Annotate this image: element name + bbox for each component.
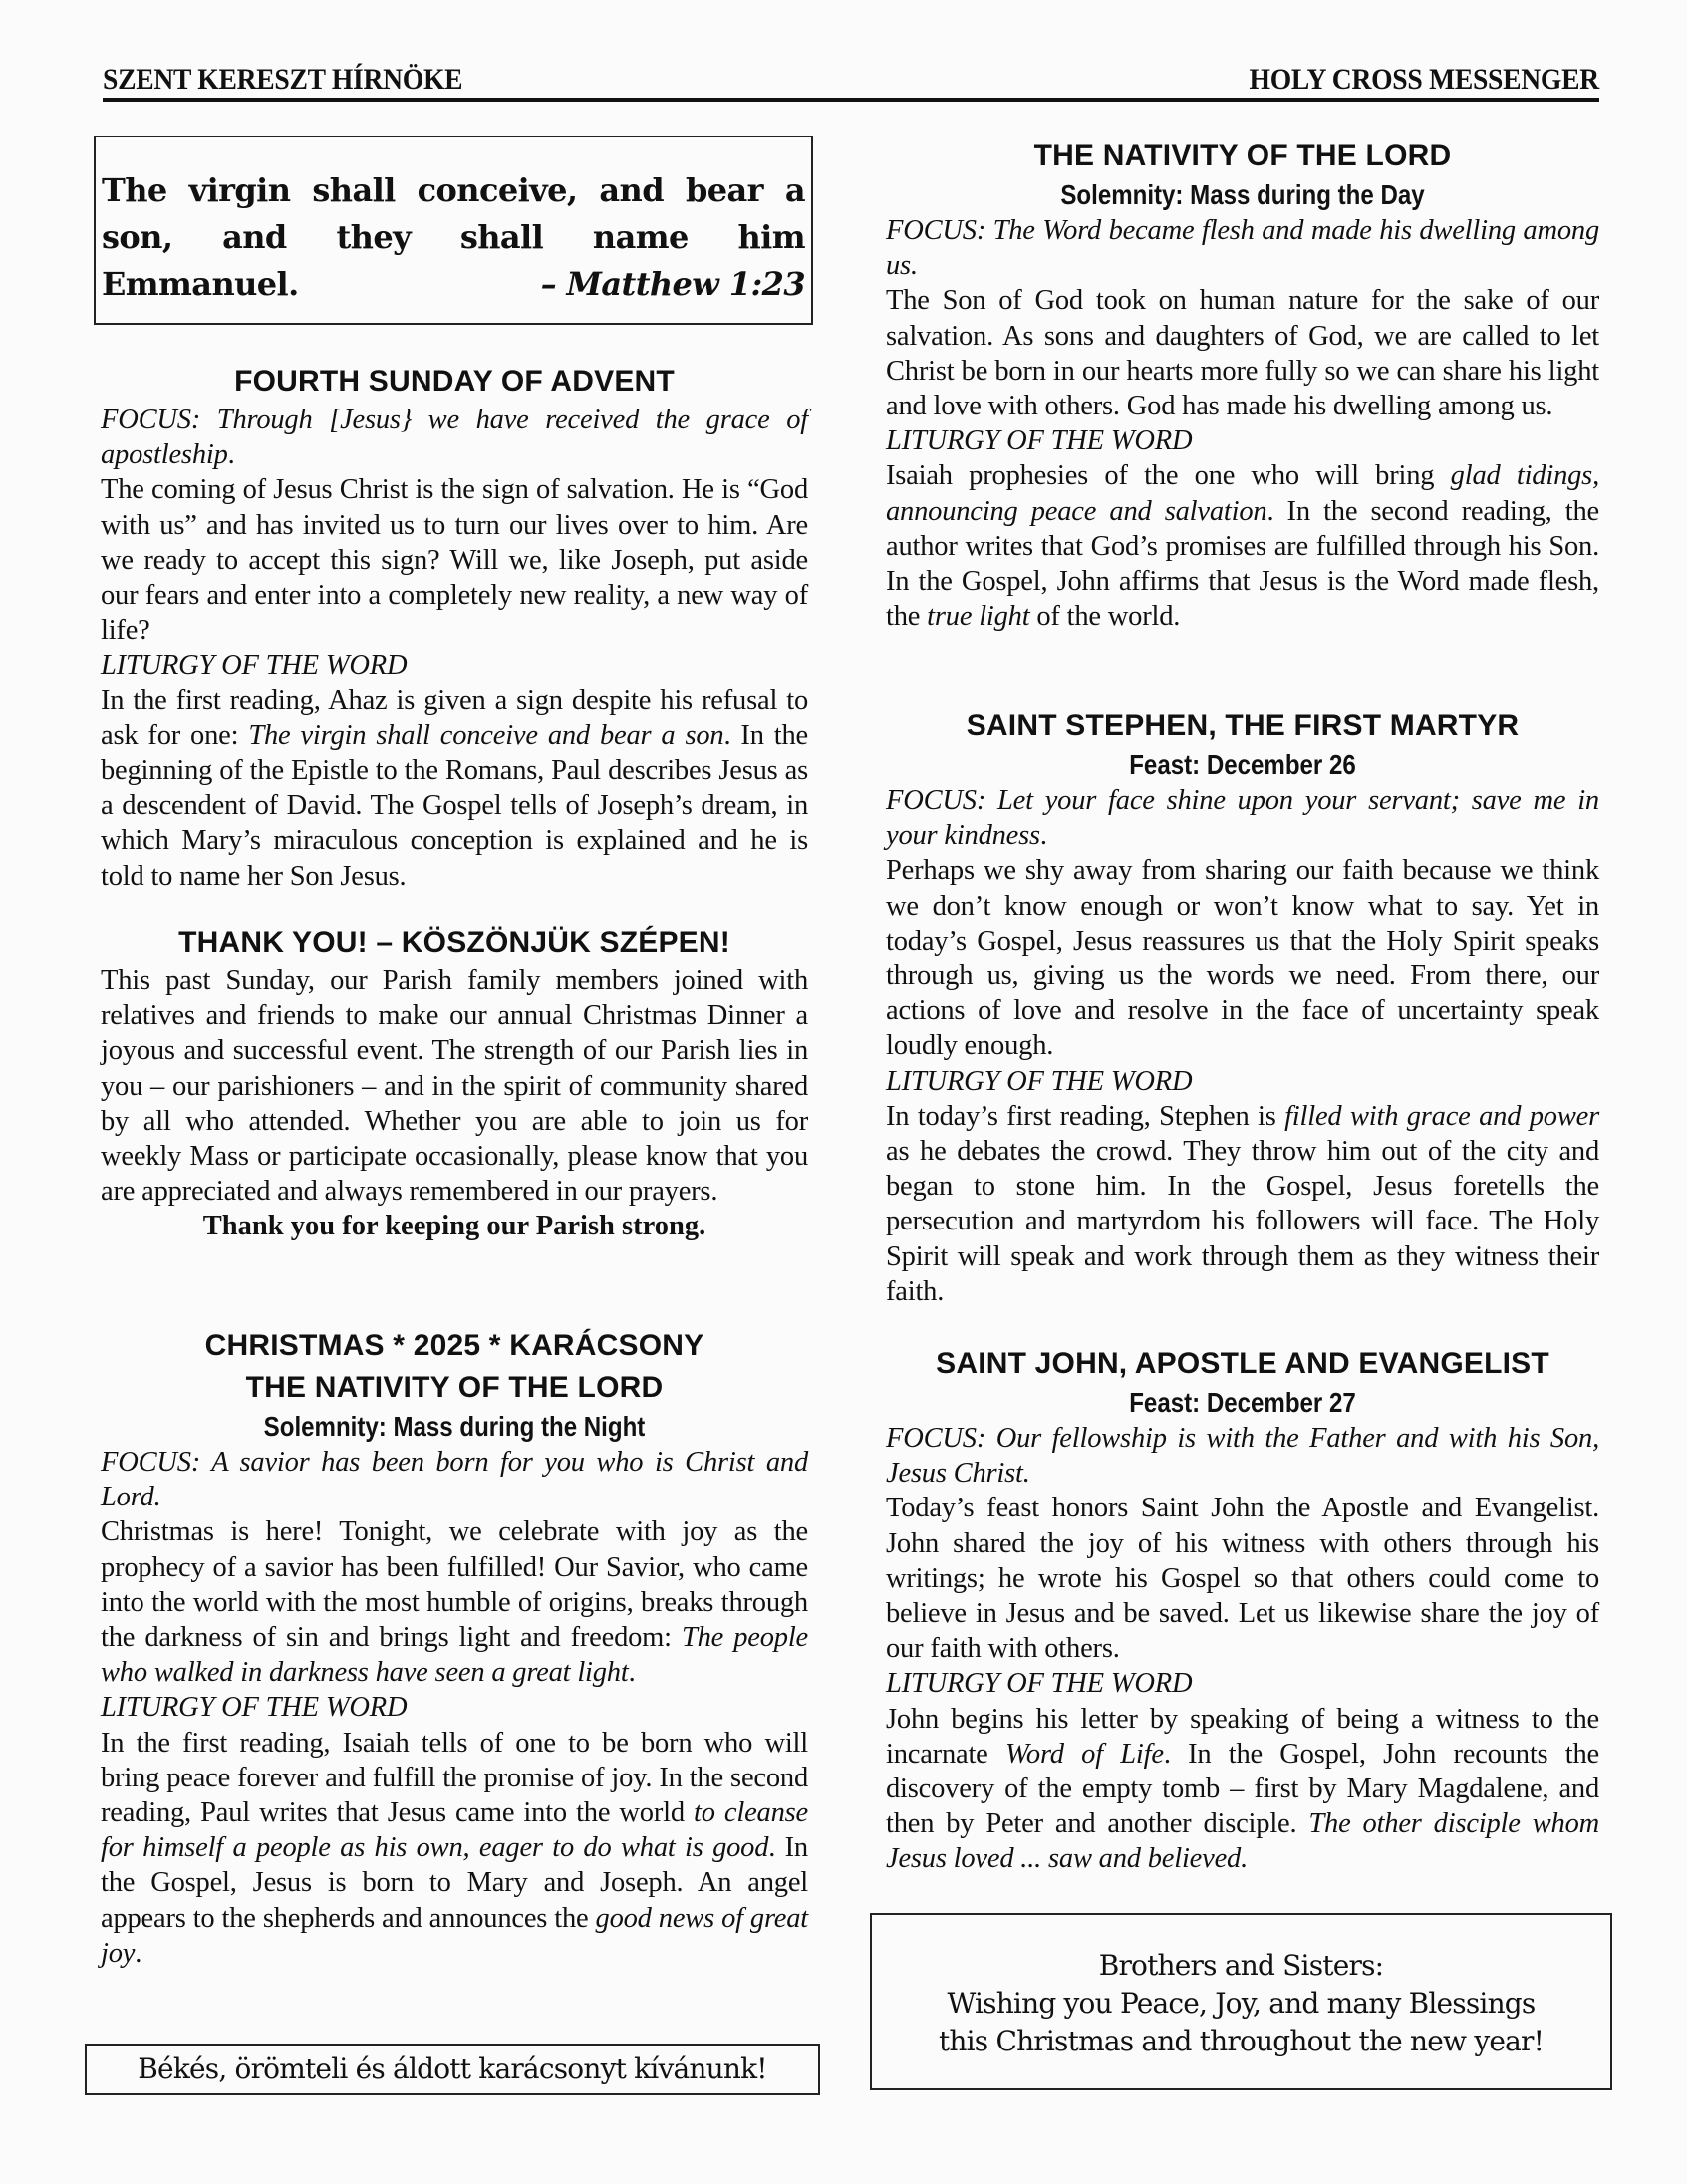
article-christmas-day xyxy=(886,136,1599,634)
hungarian-greeting-box xyxy=(85,2044,820,2095)
article-subheading: Feast: December 26 xyxy=(1129,749,1356,780)
article-body xyxy=(101,472,808,648)
text-run: John begins his letter by speaking of being a witness to the incarnate xyxy=(886,1703,1599,1770)
focus-text xyxy=(101,403,808,472)
focus-text xyxy=(886,213,1599,283)
text-run: The coming of Jesus Christ is the sign of salvation. He is “God with us” and has invited us to turn our lives over to him. Are we ready to accept this sign? Will we, like Joseph, put aside our fears and enter into a completely new reality, a new way of life? xyxy=(101,474,808,647)
scripture-quote-text: The virgin shall conceive, and bear a son, and they shall name him xyxy=(102,171,805,256)
liturgy-body xyxy=(101,683,808,894)
italic-text-run: FOCUS: Our fellowship is with the Father and with his Son, Jesus Christ. xyxy=(886,1423,1599,1490)
italic-text-run: The virgin shall conceive and bear a son xyxy=(248,719,724,751)
masthead-hungarian-title: SZENT KERESZT HÍRNÖKE xyxy=(103,63,463,96)
liturgy-body xyxy=(886,1702,1599,1877)
article-heading: THANK YOU! – KÖSZÖNJÜK SZÉPEN! xyxy=(178,926,730,958)
article-body xyxy=(886,1491,1599,1666)
liturgy-label: LITURGY OF THE WORD xyxy=(886,425,1193,457)
text-run: In today’s first reading, Stephen is xyxy=(886,1100,1285,1132)
scripture-citation: – Matthew 1:23 xyxy=(540,265,805,303)
liturgy-body xyxy=(101,1726,808,1971)
masthead-english-title: HOLY CROSS MESSENGER xyxy=(1249,63,1599,96)
text-run: of the world. xyxy=(1029,601,1181,633)
italic-text-run: glad tidings, announcing peace and salvation xyxy=(886,460,1599,527)
thank-you-closing: Thank you for keeping our Parish strong. xyxy=(202,1211,706,1242)
article-heading: FOURTH SUNDAY OF ADVENT xyxy=(234,365,675,398)
article-subheading: Solemnity: Mass during the Day xyxy=(1060,179,1425,210)
italic-text-run: FOCUS: A savior has been born for you who is Christ and Lord. xyxy=(101,1447,808,1513)
article-heading: CHRISTMAS * 2025 * KARÁCSONY xyxy=(204,1329,704,1362)
article-heading: THE NATIVITY OF THE LORD xyxy=(1033,139,1452,172)
text-run: . In the beginning of the Epistle to the Romans, Paul describes Jesus as a descendent of David. The Gospel tells of Joseph’s dream, in which Mary’s miraculous conception is explained and he is told to name her Son Jesus. xyxy=(101,719,808,892)
article-saint-stephen xyxy=(886,705,1599,1309)
text-run: This past Sunday, our Parish family members joined with relatives and friends to make our annual Christmas Dinner a joyous and successful event. The strength of our Parish lies in you – our parishioners – and in the spirit of community shared by all who attended. Whether you are able to join us for weekly Mass or participate occasionally, please know that you are appreciated and always remembered in our prayers. xyxy=(101,965,808,1208)
christmas-greeting-box xyxy=(870,1913,1612,2090)
text-run: In the first reading, Isaiah tells of one to be born who will bring peace forever and fulfill the promise of joy. In the second reading, Paul writes that Jesus came into the world xyxy=(101,1727,808,1829)
italic-text-run: The other disciple whom Jesus loved ... saw and believed. xyxy=(886,1808,1599,1875)
liturgy-label: LITURGY OF THE WORD xyxy=(886,1668,1193,1700)
italic-text-run: FOCUS: Through [Jesus} we have received the grace of apostleship xyxy=(101,405,808,471)
text-run: The Son of God took on human nature for the sake of our salvation. As sons and daughters of God, we are called to let Christ be born in our hearts more fully so we can share his light and love with others. God has made his dwelling among us. xyxy=(886,285,1599,422)
liturgy-label: LITURGY OF THE WORD xyxy=(101,650,408,682)
liturgy-body xyxy=(886,458,1599,634)
scripture-quote-text-end: Emmanuel. xyxy=(102,265,299,303)
greeting-line: Brothers and Sisters: xyxy=(1098,1949,1384,1982)
italic-text-run: The people who walked in darkness have seen a great light xyxy=(101,1622,808,1689)
article-thank-you xyxy=(101,922,808,1243)
masthead xyxy=(103,60,1599,102)
article-body xyxy=(101,1514,808,1690)
text-run: Today’s feast honors Saint John the Apostle and Evangelist. John shared the joy of his witness with others through his writings; he wrote his Gospel so that others could come to believe in Jesus and be saved. Let us likewise share the joy of our faith with others. xyxy=(886,1493,1599,1665)
article-fourth-sunday-advent xyxy=(101,361,808,894)
article-saint-john xyxy=(886,1343,1599,1877)
italic-text-run: Word of Life xyxy=(1004,1738,1164,1770)
text-run: Isaiah prophesies of the one who will bring xyxy=(886,460,1451,492)
liturgy-label: LITURGY OF THE WORD xyxy=(886,1065,1193,1097)
focus-text xyxy=(886,783,1599,853)
greeting-line: Wishing you Peace, Joy, and many Blessings xyxy=(947,1987,1536,2020)
greeting-line: this Christmas and throughout the new year! xyxy=(938,2025,1545,2057)
scripture-quote-box xyxy=(94,136,813,325)
italic-text-run: FOCUS: The Word became flesh and made his dwelling among us. xyxy=(886,215,1599,282)
article-body xyxy=(886,283,1599,423)
text-run: . In the Gospel, John recounts the discovery of the empty tomb – first by Mary Magdalene, and then by Peter and another disciple. xyxy=(886,1738,1599,1840)
italic-text-run: filled with grace and power xyxy=(1284,1100,1599,1132)
text-run: . xyxy=(227,439,235,471)
text-run: . xyxy=(1039,820,1047,852)
hungarian-greeting: Békés, örömteli és áldott karácsonyt kívánunk! xyxy=(138,2052,767,2085)
article-christmas-night xyxy=(101,1325,808,1971)
italic-text-run: to cleanse for himself a people as his own, eager to do what is good xyxy=(101,1797,808,1864)
scripture-quote xyxy=(102,167,805,308)
text-run: as he debates the crowd. They throw him out of the city and began to stone him. In the Gospel, Jesus foretells the persecution and martyrdom his followers will face. The Holy Spirit will speak and work through them as they witness their faith. xyxy=(886,1136,1599,1307)
text-run: Perhaps we shy away from sharing our faith because we think we don’t know enough or won’t know what to say. Yet in today’s Gospel, Jesus reassures us that the Holy Spirit speaks through us, giving us the words we need. From there, our actions of love and resolve in the face of uncertainty speak loudly enough. xyxy=(886,855,1599,1062)
text-run: . In the Gospel, Jesus is born to Mary and Joseph. An angel appears to the shepherds and announces the xyxy=(101,1832,808,1934)
article-subheading: Solemnity: Mass during the Night xyxy=(263,1411,646,1442)
liturgy-body xyxy=(886,1099,1599,1309)
focus-text xyxy=(886,1421,1599,1491)
article-heading: SAINT STEPHEN, THE FIRST MARTYR xyxy=(966,709,1520,742)
italic-text-run: true light xyxy=(927,601,1030,633)
text-run: . In the second reading, the author writes that God’s promises are fulfilled through his Son. In the Gospel, John affirms that Jesus is the Word made flesh, the xyxy=(886,495,1599,633)
article-body xyxy=(101,963,808,1209)
article-body xyxy=(886,853,1599,1063)
italic-text-run: FOCUS: Let your face shine upon your servant; save me in your kindness xyxy=(886,785,1599,852)
article-heading: SAINT JOHN, APOSTLE AND EVANGELIST xyxy=(936,1347,1549,1380)
italic-text-run: good news of great joy xyxy=(101,1902,809,1969)
focus-text xyxy=(101,1445,808,1514)
text-run: Christmas is here! Tonight, we celebrate with joy as the prophecy of a savior has been fulfilled! Our Savior, who came into the world with the most humble of origins, breaks through the darkness of sin and brings light and freedom: xyxy=(101,1516,808,1654)
text-run: . xyxy=(628,1657,636,1689)
article-heading-secondary: THE NATIVITY OF THE LORD xyxy=(245,1371,664,1404)
text-run: . xyxy=(135,1937,142,1969)
liturgy-label: LITURGY OF THE WORD xyxy=(101,1692,408,1724)
text-run: In the first reading, Ahaz is given a sign despite his refusal to ask for one: xyxy=(101,684,808,751)
article-subheading: Feast: December 27 xyxy=(1129,1387,1356,1418)
